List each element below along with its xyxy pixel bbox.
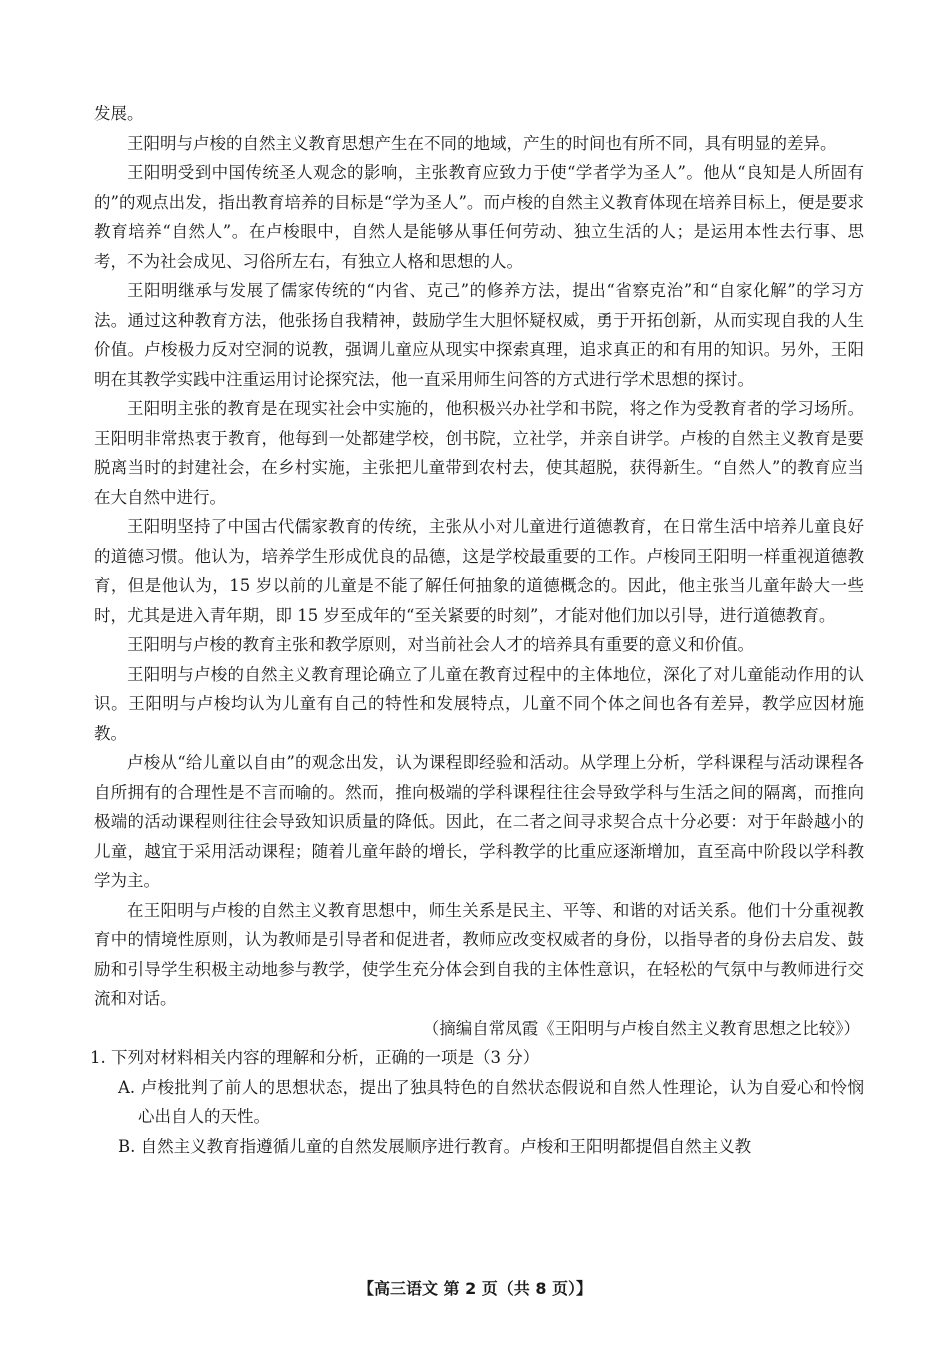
paragraph: 王阳明与卢梭的自然主义教育理论确立了儿童在教育过程中的主体地位，深化了对儿童能动作用的认识。王阳明与卢梭均认为儿童有自己的特性和发展特点，儿童不同个体之间也各有差异，教学应因材施教。: [94, 664, 864, 743]
paragraph: 在王阳明与卢梭的自然主义教育思想中，师生关系是民主、平等、和谐的对话关系。他们十分重视教育中的情境性原则，认为教师是引导者和促进者，教师应改变权威者的身份，以指导者的身份去启发、鼓励和引导学生积极主动地参与教学，使学生充分体会到自我的主体性意识，在轻松的气氛中与教师进行交流和对话。: [94, 900, 864, 1008]
question-stem: 1. 下列对材料相关内容的理解和分析，正确的一项是（3 分）: [90, 1048, 540, 1067]
paragraph: 王阳明与卢梭的自然主义教育思想产生在不同的地域，产生的时间也有所不同，具有明显的差异。: [127, 133, 837, 153]
paragraph: 卢梭从“给儿童以自由”的观念出发，认为课程即经验和活动。从学理上分析，学科课程与活动课程各自所拥有的合理性是不言而喻的。然而，推向极端的学科课程往往会导致学科与生活之间的隔离，而推向极端的活动课程则往往会导致知识质量的降低。因此，在二者之间寻求契合点十分必要：对于年龄越小的儿童，越宜于采用活动课程；随着儿童年龄的增长，学科教学的比重应逐渐增加，直至高中阶段以学科教学为主。: [94, 753, 864, 890]
paragraph: 王阳明受到中国传统圣人观念的影响，主张教育应致力于使“学者学为圣人”。他从“良知是人所固有的”的观点出发，指出教育培养的目标是“学为圣人”。而卢梭的自然主义教育体现在培养目标上，便是要求教育培养“自然人”。在卢梭眼中，自然人是能够从事任何劳动、独立生活的人；是运用本性去行事、思考，不为社会成见、习俗所左右，有独立人格和思想的人。: [94, 163, 864, 271]
option-b: B. 自然主义教育指遵循儿童的自然发展顺序进行教育。卢梭和王阳明都提倡自然主义教: [118, 1136, 752, 1156]
source-citation: （摘编自常凤霞《王阳明与卢梭自然主义教育思想之比较》）: [422, 1018, 860, 1038]
paragraph: 王阳明继承与发展了儒家传统的“内省、克己”的修养方法，提出“省察克治”和“自家化解”的学习方法。通过这种教育方法，他张扬自我精神，鼓励学生大胆怀疑权威，勇于开拓创新，从而实现自我的人生价值。卢梭极力反对空洞的说教，强调儿童应从现实中探索真理，追求真正的和有用的知识。另外，王阳明在其教学实践中注重运用讨论探究法，他一直采用师生问答的方式进行学术思想的探讨。: [94, 281, 864, 389]
paragraph: 王阳明主张的教育是在现实社会中实施的，他积极兴办社学和书院，将之作为受教育者的学习场所。王阳明非常热衷于教育，他每到一处都建学校，创书院，立社学，并亲自讲学。卢梭的自然主义教育是要脱离当时的封建社会，在乡村实施，主张把儿童带到农村去，使其超脱，获得新生。“自然人”的教育应当在大自然中进行。: [94, 399, 864, 507]
reading-passage: [90, 99, 864, 1161]
paragraph-continuation: 发展。: [94, 104, 144, 123]
paragraph: 王阳明与卢梭的教育主张和教学原则，对当前社会人才的培养具有重要的意义和价值。: [127, 635, 754, 654]
option-a: A. 卢梭批判了前人的思想状态，提出了独具特色的自然状态假说和自然人性理论，认为自爱心和怜悯心出自人的天性。: [118, 1077, 864, 1126]
paragraph: 王阳明坚持了中国古代儒家教育的传统，主张从小对儿童进行道德教育，在日常生活中培养儿童良好的道德习惯。他认为，培养学生形成优良的品德，这是学校最重要的工作。卢梭同王阳明一样重视道德教育，但是他认为，15 岁以前的儿童是不能了解任何抽象的道德概念的。因此，他主张当儿童年龄大一些时，尤其是进入青年期，即 15 岁至成年的“至关紧要的时刻”，才能对他们加以引导，进行道德教育。: [94, 517, 864, 625]
page-footer: 【高三语文 第 2 页（共 8 页）】: [357, 1279, 593, 1298]
